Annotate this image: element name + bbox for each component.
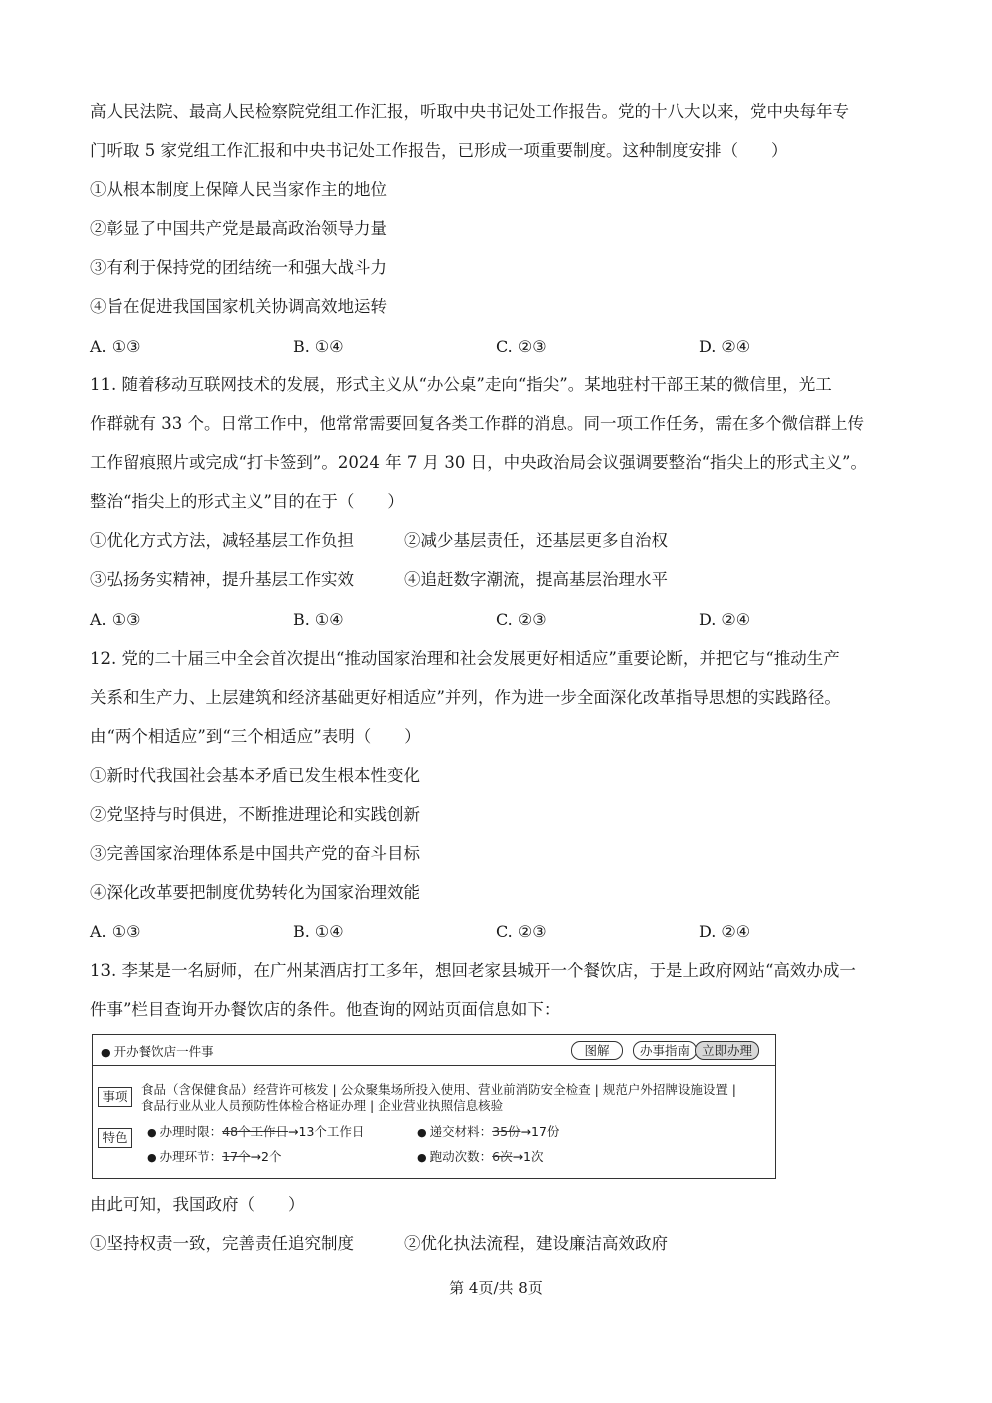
- q10-option-d[interactable]: D. ②④: [699, 337, 751, 356]
- bullet-icon: ●: [147, 1126, 157, 1139]
- features-tag: 特色: [98, 1128, 132, 1148]
- guide-button[interactable]: 办事指南: [633, 1041, 697, 1060]
- feature-trips: ● 跑动次数：6次→1次: [417, 1149, 544, 1164]
- q10-statement-1: ①从根本制度上保障人民当家作主的地位: [90, 180, 387, 199]
- q10-option-b[interactable]: B. ①④: [293, 337, 344, 356]
- new-value: →1次: [512, 1149, 544, 1164]
- new-value: →13个工作日: [288, 1124, 365, 1139]
- q11-option-d[interactable]: D. ②④: [699, 610, 751, 629]
- new-value: →17份: [520, 1124, 560, 1139]
- items-line-2: 食品行业从业人员预防性体检合格证办理 | 企业营业执照信息核验: [141, 1098, 504, 1113]
- diagram-button[interactable]: 图解: [571, 1041, 623, 1060]
- q13-statement-2: ②优化执法流程，建设廉洁高效政府: [404, 1234, 668, 1253]
- website-panel-figure: [92, 1034, 776, 1179]
- q11-option-c[interactable]: C. ②③: [496, 610, 547, 629]
- q13-stem-line-2: 件事”栏目查询开办餐饮店的条件。他查询的网站页面信息如下：: [90, 1000, 561, 1019]
- q11-option-a[interactable]: A. ①③: [90, 610, 141, 629]
- q13-statements-row-1: [90, 1233, 668, 1255]
- q12-statement-3: ③完善国家治理体系是中国共产党的奋斗目标: [90, 844, 420, 863]
- q11-stem-line-2: 作群就有 33 个。日常工作中，他常常需要回复各类工作群的消息。同一项工作任务，需在多个微信群上传: [90, 414, 864, 433]
- q11-statement-4: ④追赶数字潮流，提高基层治理水平: [404, 570, 668, 589]
- q10-statement-4: ④旨在促进我国国家机关协调高效地运转: [90, 297, 387, 316]
- q11-statement-1: ①优化方式方法，减轻基层工作负担: [90, 531, 354, 550]
- feature-time-limit: ● 办理时限：48个工作日→13个工作日: [147, 1124, 365, 1139]
- old-value: 35份: [492, 1124, 521, 1139]
- q10-option-c[interactable]: C. ②③: [496, 337, 547, 356]
- q13-statement-1: ①坚持权责一致，完善责任追究制度: [90, 1234, 354, 1253]
- q12-stem-line-3: 由“两个相适应”到“三个相适应”表明（ ）: [90, 727, 421, 746]
- feature-steps: ● 办理环节：17个→2个: [147, 1149, 282, 1164]
- q10-statement-2: ②彰显了中国共产党是最高政治领导力量: [90, 219, 387, 238]
- q11-option-b[interactable]: B. ①④: [293, 610, 344, 629]
- feature-materials: ● 递交材料：35份→17份: [417, 1124, 560, 1139]
- q12-statement-2: ②党坚持与时俱进，不断推进理论和实践创新: [90, 805, 420, 824]
- q12-statement-4: ④深化改革要把制度优势转化为国家治理效能: [90, 883, 420, 902]
- items-line-1: 食品（含保健食品）经营许可核发 | 公众聚集场所投入使用、营业前消防安全检查 | 规范户外招牌设施设置 |: [141, 1082, 737, 1097]
- old-value: 6次: [492, 1149, 513, 1164]
- apply-now-button[interactable]: 立即办理: [695, 1041, 759, 1060]
- q13-after-figure: 由此可知，我国政府（ ）: [90, 1195, 305, 1214]
- q11-stem-line-3: 工作留痕照片或完成“打卡签到”。2024 年 7 月 30 日，中央政治局会议强调要整治“指尖上的形式主义”。: [90, 453, 867, 472]
- panel-title: ● 开办餐饮店一件事: [101, 1044, 214, 1059]
- old-value: 17个: [222, 1149, 251, 1164]
- q12-statement-1: ①新时代我国社会基本矛盾已发生根本性变化: [90, 766, 420, 785]
- new-value: →2个: [250, 1149, 282, 1164]
- q10-stem-line-1: 高人民法院、最高人民检察院党组工作汇报，听取中央书记处工作报告。党的十八大以来，党中央每年专: [90, 102, 849, 121]
- q12-stem-line-2: 关系和生产力、上层建筑和经济基础更好相适应”并列，作为进一步全面深化改革指导思想的实践路径。: [90, 688, 841, 707]
- q11-statements-row-2: [90, 569, 668, 591]
- q10-stem-line-2: 门听取 5 家党组工作汇报和中央书记处工作报告，已形成一项重要制度。这种制度安排（ ）: [90, 141, 788, 160]
- q13-stem-line-1: 13. 李某是一名厨师，在广州某酒店打工多年，想回老家县城开一个餐饮店，于是上政府网站“高效办成一: [90, 961, 856, 980]
- q12-option-b[interactable]: B. ①④: [293, 922, 344, 941]
- bullet-icon: ●: [147, 1151, 157, 1164]
- page-footer: 第 4页/共 8页: [449, 1279, 543, 1297]
- q11-statement-3: ③弘扬务实精神，提升基层工作实效: [90, 570, 354, 589]
- q12-option-a[interactable]: A. ①③: [90, 922, 141, 941]
- q10-statement-3: ③有利于保持党的团结统一和强大战斗力: [90, 258, 387, 277]
- old-value: 48个工作日: [222, 1124, 289, 1139]
- panel-header: [93, 1035, 775, 1066]
- q12-stem-line-1: 12. 党的二十届三中全会首次提出“推动国家治理和社会发展更好相适应”重要论断，并把它与“推动生产: [90, 649, 840, 668]
- q10-option-a[interactable]: A. ①③: [90, 337, 141, 356]
- items-tag: 事项: [98, 1087, 132, 1107]
- q12-option-c[interactable]: C. ②③: [496, 922, 547, 941]
- q11-statement-2: ②减少基层责任，还基层更多自治权: [404, 531, 668, 550]
- q11-stem-line-1: 11. 随着移动互联网技术的发展，形式主义从“办公桌”走向“指尖”。某地驻村干部王某的微信里，光工: [90, 375, 832, 394]
- bullet-icon: ●: [101, 1046, 111, 1059]
- bullet-icon: ●: [417, 1126, 427, 1139]
- q12-option-d[interactable]: D. ②④: [699, 922, 751, 941]
- q11-stem-line-4: 整治“指尖上的形式主义”目的在于（ ）: [90, 492, 404, 511]
- bullet-icon: ●: [417, 1151, 427, 1164]
- q11-statements-row-1: [90, 530, 668, 552]
